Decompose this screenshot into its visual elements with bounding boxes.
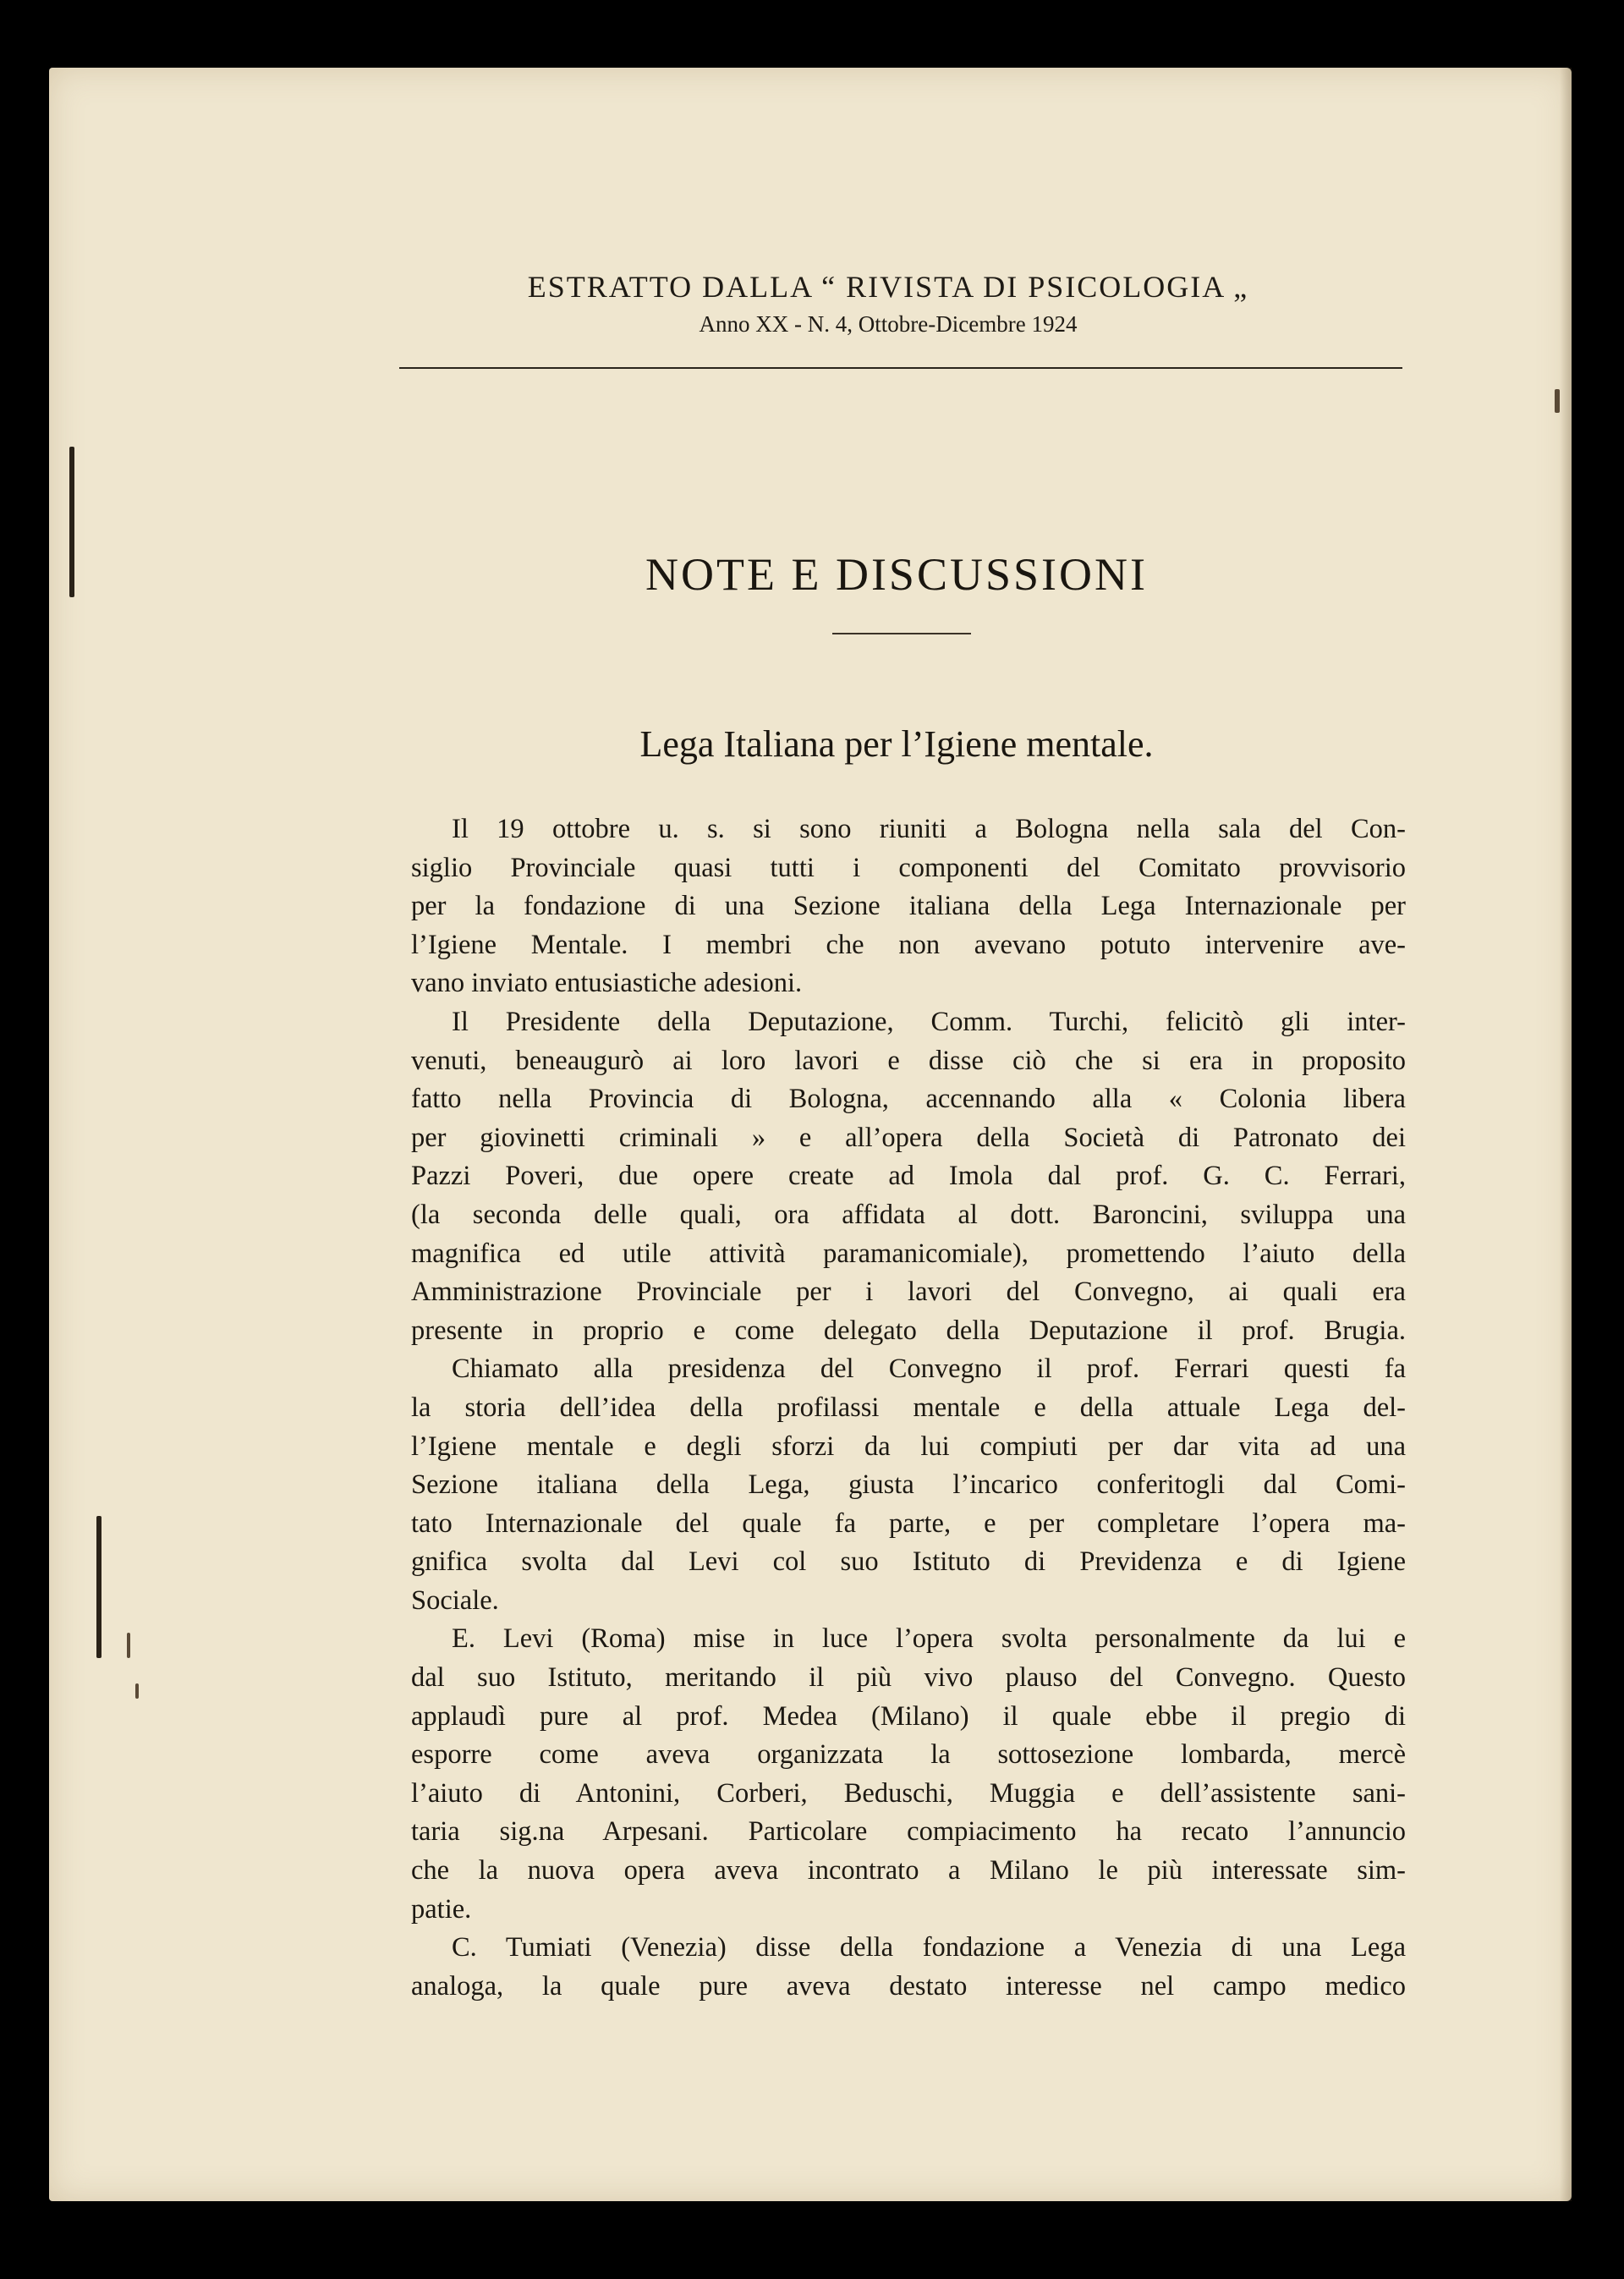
body-line: l’aiuto di Antonini, Corberi, Beduschi, Muggia e dell’assistente sani- — [411, 1777, 1406, 1809]
body-line: (la seconda delle quali, ora affidata al dott. Baroncini, sviluppa una — [411, 1199, 1406, 1230]
journal-header-title: ESTRATTO DALLA “ RIVISTA DI PSICOLOGIA „ — [527, 270, 1249, 304]
body-line: fatto nella Provincia di Bologna, accennando alla « Colonia libera — [411, 1084, 1406, 1115]
binding-staple-bottom — [96, 1516, 102, 1658]
edge-mark — [1555, 389, 1560, 413]
section-title: NOTE E DISCUSSIONI — [645, 549, 1148, 600]
body-line: Chiamato alla presidenza del Convegno il prof. Ferrari questi fa — [452, 1354, 1406, 1385]
body-line: applaudì pure al prof. Medea (Milano) il quale ebbe il pregio di — [411, 1700, 1406, 1732]
header-rule — [399, 367, 1402, 369]
body-line: vano inviato entusiastiche adesioni. — [411, 968, 803, 999]
body-line: per la fondazione di una Sezione italiana della Lega Internazionale per — [411, 891, 1406, 922]
body-line: analoga, la quale pure aveva destato interesse nel campo medico — [411, 1970, 1406, 2002]
body-line: Sociale. — [411, 1584, 499, 1616]
body-line: siglio Provinciale quasi tutti i componenti del Comitato provvisorio — [411, 852, 1406, 883]
article-title: Lega Italiana per l’Igiene mentale. — [639, 723, 1154, 765]
journal-header-subtitle: Anno XX - N. 4, Ottobre-Dicembre 1924 — [699, 311, 1078, 337]
body-line: l’Igiene Mentale. I membri che non avevano potuto intervenire ave- — [411, 929, 1406, 960]
body-line: tato Internazionale del quale fa parte, e per completare l’opera ma- — [411, 1507, 1406, 1539]
section-rule — [832, 633, 971, 634]
body-line: Amministrazione Provinciale per i lavori del Convegno, ai quali era — [411, 1277, 1406, 1308]
spine-mark — [135, 1683, 139, 1699]
body-line: per giovinetti criminali » e all’opera della Società di Patronato dei — [411, 1122, 1406, 1153]
body-line: venuti, beneaugurò ai loro lavori e disse ciò che si era in proposito — [411, 1045, 1406, 1076]
binding-staple-top — [69, 447, 74, 597]
body-line: dal suo Istituto, meritando il più vivo plauso del Convegno. Questo — [411, 1662, 1406, 1694]
body-line: magnifica ed utile attività paramanicomiale), promettendo l’aiuto della — [411, 1238, 1406, 1269]
body-line: l’Igiene mentale e degli sforzi da lui compiuti per dar vita ad una — [411, 1431, 1406, 1462]
body-line: patie. — [411, 1893, 472, 1925]
body-line: Pazzi Poveri, due opere create ad Imola dal prof. G. C. Ferrari, — [411, 1161, 1406, 1192]
body-line: Sezione italiana della Lega, giusta l’incarico conferitogli dal Comi- — [411, 1469, 1406, 1501]
body-line: presente in proprio e come delegato della Deputazione il prof. Brugia. — [411, 1315, 1406, 1346]
body-line: taria sig.na Arpesani. Particolare compiacimento ha recato l’annuncio — [411, 1816, 1406, 1848]
spine-mark — [127, 1633, 130, 1658]
body-line: esporre come aveva organizzata la sottosezione lombarda, mercè — [411, 1739, 1406, 1771]
body-line: Il Presidente della Deputazione, Comm. Turchi, felicitò gli inter- — [452, 1006, 1406, 1037]
body-line: che la nuova opera aveva incontrato a Milano le più interessate sim- — [411, 1855, 1406, 1886]
body-line: C. Tumiati (Venezia) disse della fondazione a Venezia di una Lega — [452, 1932, 1406, 1963]
body-line: gnifica svolta dal Levi col suo Istituto di Previdenza e di Igiene — [411, 1546, 1406, 1578]
body-line: la storia dell’idea della profilassi mentale e della attuale Lega del- — [411, 1392, 1406, 1423]
article-body — [411, 810, 1406, 2006]
page-edge-shadow — [1560, 68, 1572, 2201]
body-line: E. Levi (Roma) mise in luce l’opera svolta personalmente da lui e — [452, 1623, 1406, 1655]
body-line: Il 19 ottobre u. s. si sono riuniti a Bologna nella sala del Con- — [452, 814, 1406, 844]
